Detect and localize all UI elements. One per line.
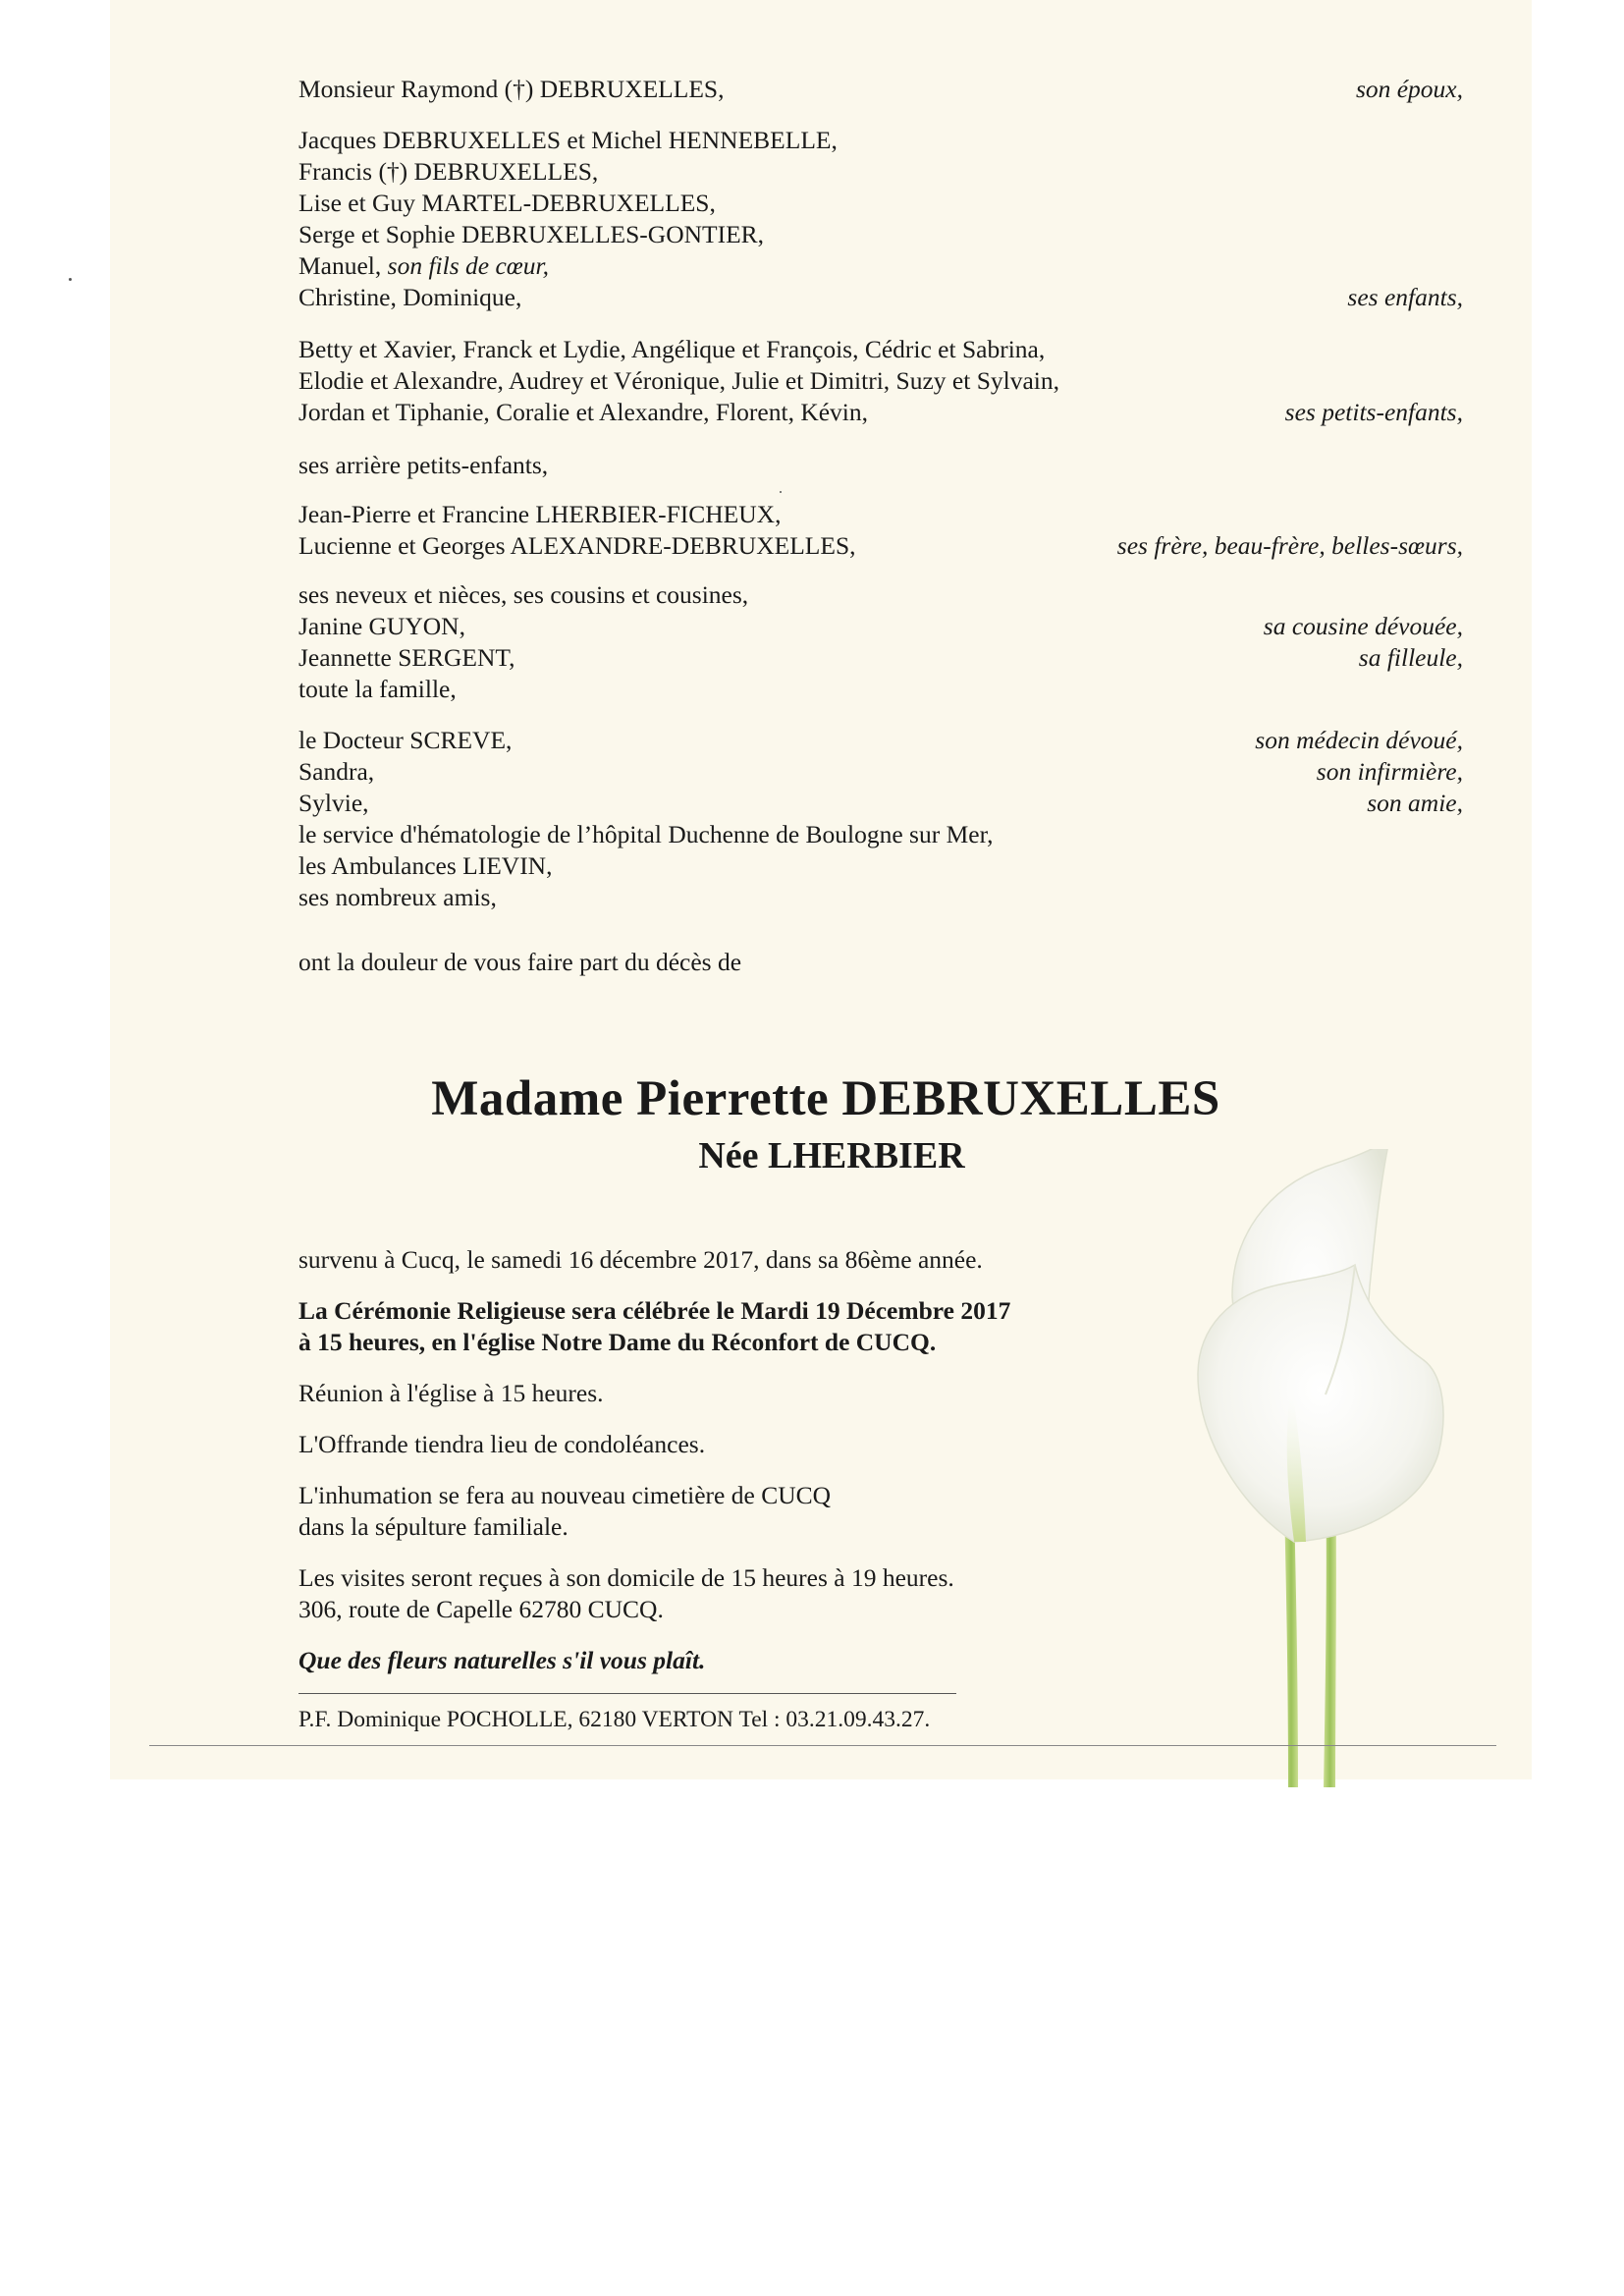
- ceremony-line: à 15 heures, en l'église Notre Dame du Réconfort de CUCQ.: [298, 1328, 937, 1356]
- relation-label: sa cousine dévouée,: [1263, 612, 1463, 640]
- ceremony-line: La Cérémonie Religieuse sera célébrée le Mardi 19 Décembre 2017: [298, 1296, 1011, 1325]
- family-line: Jacques DEBRUXELLES et Michel HENNEBELLE,: [298, 126, 838, 154]
- family-line: Janine GUYON,: [298, 612, 465, 640]
- meeting-info: Réunion à l'église à 15 heures.: [298, 1379, 604, 1407]
- visits-line: 306, route de Capelle 62780 CUCQ.: [298, 1595, 664, 1623]
- relation-label: son infirmière,: [1316, 757, 1463, 786]
- family-line: le Docteur SCREVE,: [298, 726, 513, 754]
- family-line: Lucienne et Georges ALEXANDRE-DEBRUXELLES,: [298, 531, 856, 560]
- group-extended-family: [298, 579, 1463, 705]
- burial-info: [298, 1480, 1182, 1543]
- offering-info: L'Offrande tiendra lieu de condoléances.: [298, 1430, 706, 1458]
- group-children: [298, 125, 1463, 313]
- relation-label: son médecin dévoué,: [1255, 726, 1463, 754]
- family-line: Jean-Pierre et Francine LHERBIER-FICHEUX,: [298, 500, 782, 528]
- burial-line: dans la sépulture familiale.: [298, 1512, 568, 1541]
- divider: [298, 1693, 956, 1694]
- relation-label: son amie,: [1367, 789, 1463, 817]
- group-grandchildren: [298, 334, 1463, 428]
- group-great-grandchildren: [298, 450, 1463, 481]
- calla-lily-icon: [1178, 1149, 1492, 1787]
- family-line: Manuel,: [298, 251, 388, 280]
- family-line: Jeannette SERGENT,: [298, 643, 515, 672]
- deceased-maiden-name: Née LHERBIER: [698, 1135, 965, 1176]
- group-spouse: [298, 74, 1463, 105]
- relation-label: sa filleule,: [1358, 643, 1463, 672]
- relation-label: ses petits-enfants,: [1284, 398, 1463, 426]
- speck: [69, 278, 72, 281]
- family-line: Christine, Dominique,: [298, 283, 522, 311]
- speck: [780, 491, 782, 493]
- family-line: le service d'hématologie de l’hôpital Duchenne de Boulogne sur Mer,: [298, 820, 994, 848]
- manuel-note: son fils de cœur,: [387, 251, 549, 280]
- family-line: Elodie et Alexandre, Audrey et Véronique, Julie et Dimitri, Suzy et Sylvain,: [298, 366, 1059, 395]
- relation-label: ses enfants,: [1347, 283, 1463, 311]
- bottom-rule: [149, 1745, 1496, 1746]
- family-line: Sylvie,: [298, 789, 369, 817]
- family-line: les Ambulances LIEVIN,: [298, 851, 553, 880]
- relation-label: ses frère, beau-frère, belles-sœurs,: [1116, 531, 1463, 560]
- family-line: Francis (†) DEBRUXELLES,: [298, 157, 599, 186]
- ceremony-info: [298, 1295, 1182, 1358]
- group-siblings: [298, 499, 1463, 562]
- family-line: ont la douleur de vous faire part du décès de: [298, 948, 742, 976]
- family-line: ses arrière petits-enfants,: [298, 451, 549, 479]
- family-line: ses nombreux amis,: [298, 883, 497, 911]
- funeral-home-info: P.F. Dominique POCHOLLE, 62180 VERTON Tel : 03.21.09.43.27.: [298, 1707, 931, 1732]
- visits-line: Les visites seront reçues à son domicile de 15 heures à 19 heures.: [298, 1563, 954, 1592]
- group-caregivers: [298, 725, 1463, 913]
- family-line: Jordan et Tiphanie, Coralie et Alexandre, Florent, Kévin,: [298, 398, 869, 426]
- flowers-note: Que des fleurs naturelles s'il vous plaît.: [298, 1646, 706, 1674]
- family-line: ses neveux et nièces, ses cousins et cousines,: [298, 580, 749, 609]
- family-line: Betty et Xavier, Franck et Lydie, Angélique et François, Cédric et Sabrina,: [298, 335, 1046, 363]
- announcement-line: [298, 947, 1463, 978]
- visits-info: [298, 1562, 1182, 1625]
- family-line: Monsieur Raymond (†) DEBRUXELLES,: [298, 75, 725, 103]
- family-line: toute la famille,: [298, 675, 457, 703]
- burial-line: L'inhumation se fera au nouveau cimetière de CUCQ: [298, 1481, 832, 1509]
- relation-label: son époux,: [1355, 75, 1463, 103]
- death-notice: survenu à Cucq, le samedi 16 décembre 2017, dans sa 86ème année.: [298, 1245, 983, 1274]
- deceased-name: Madame Pierrette DEBRUXELLES: [431, 1071, 1220, 1126]
- family-line: Sandra,: [298, 757, 375, 786]
- family-line: Lise et Guy MARTEL-DEBRUXELLES,: [298, 189, 716, 217]
- family-line: Serge et Sophie DEBRUXELLES-GONTIER,: [298, 220, 765, 248]
- ceremony-details: [298, 1244, 1182, 1696]
